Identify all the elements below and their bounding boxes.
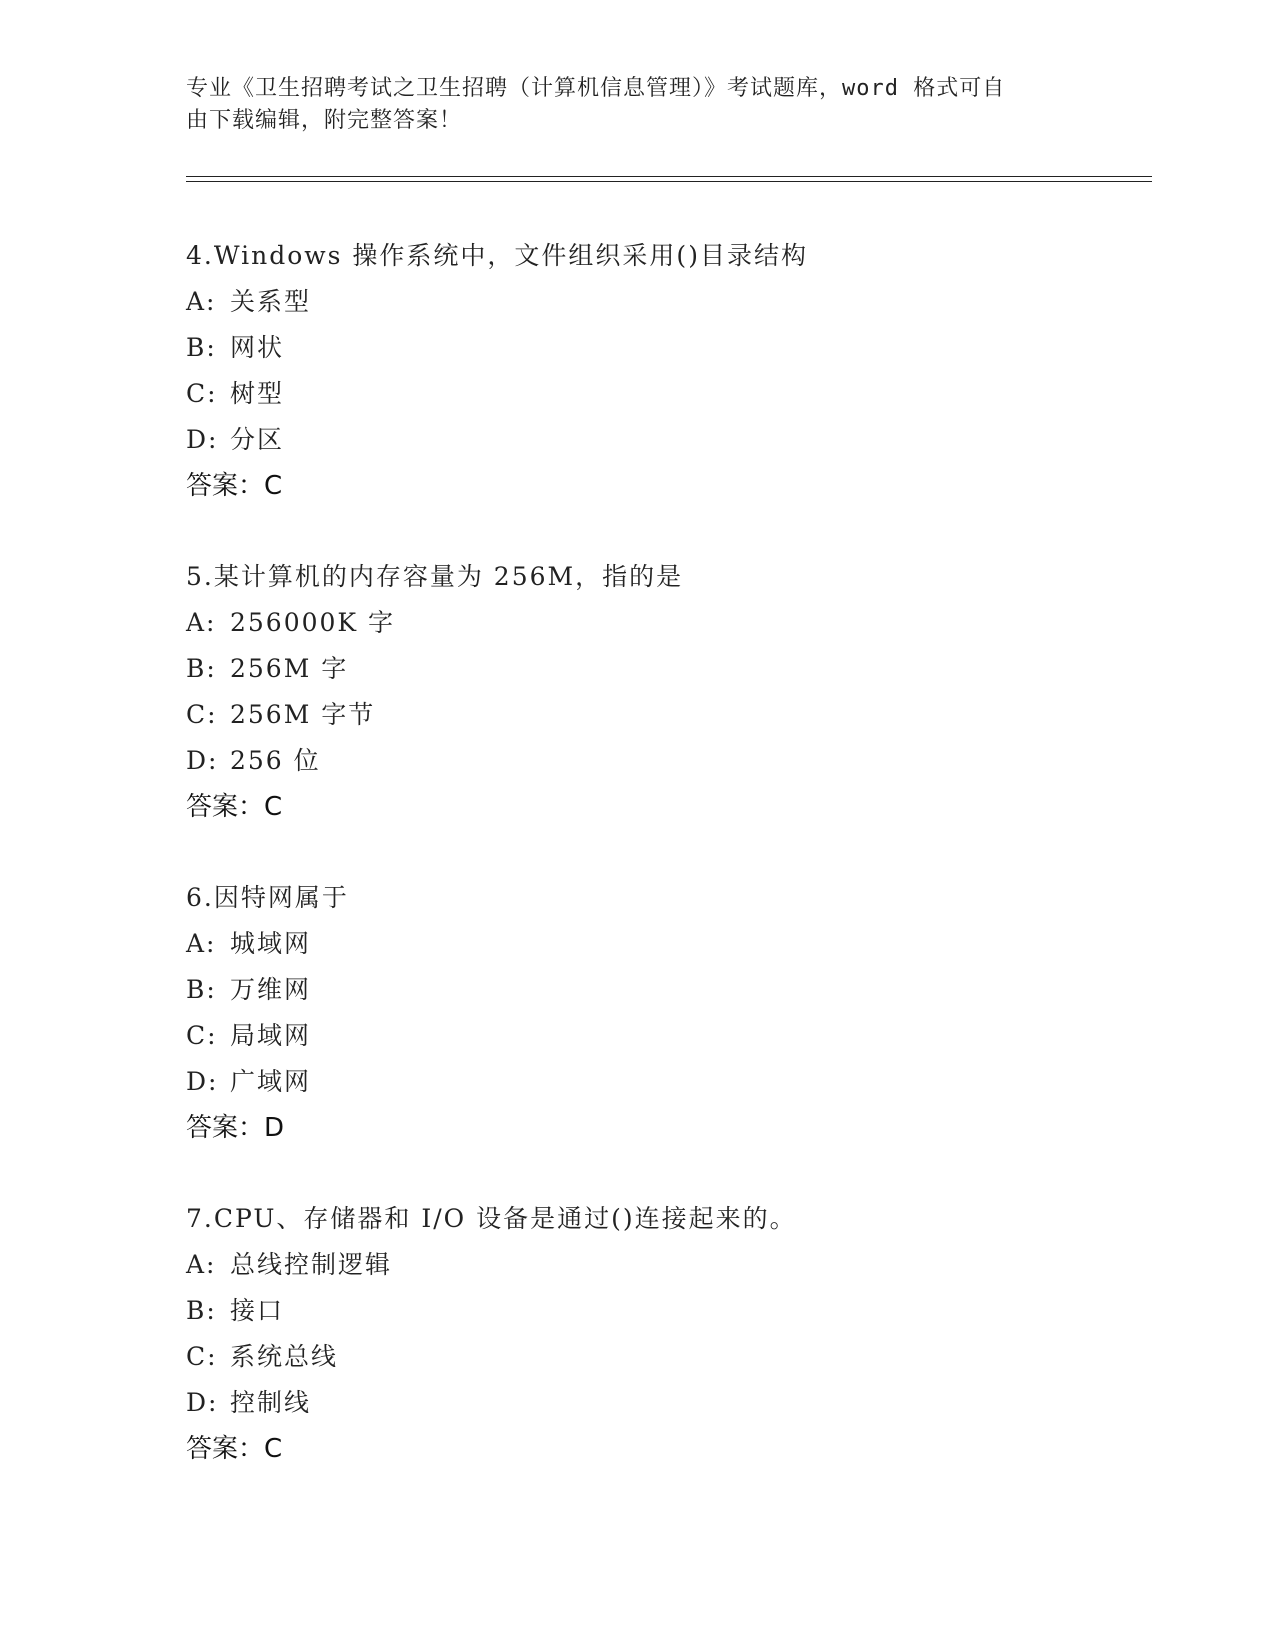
question-stem: 4.Windows 操作系统中，文件组织采用()目录结构 (186, 241, 808, 270)
question-stem: 5.某计算机的内存容量为 256M，指的是 (186, 562, 684, 591)
header-line-1: 专业《卫生招聘考试之卫生招聘（计算机信息管理）》考试题库，word 格式可自 (186, 76, 1006, 101)
option-text: 256000K 字 (230, 608, 396, 637)
question-stem: 7.CPU、存储器和 I/O 设备是通过()连接起来的。 (186, 1204, 797, 1233)
question-7 (186, 1196, 1146, 1472)
option-a (186, 279, 1146, 325)
question-stem: 6.因特网属于 (186, 883, 349, 912)
option-letter: A: (186, 608, 217, 637)
header-line-2: 由下载编辑，附完整答案！ (186, 108, 463, 133)
question-5 (186, 554, 1146, 830)
option-d (186, 417, 1146, 463)
option-letter: D: (186, 425, 219, 454)
option-text: 广域网 (230, 1067, 312, 1096)
option-b (186, 967, 1146, 1013)
option-text: 城域网 (230, 929, 312, 958)
option-letter: B: (186, 654, 217, 683)
header-divider-bottom (186, 181, 1152, 182)
option-d (186, 1059, 1146, 1105)
option-text: 接口 (230, 1296, 285, 1325)
option-text: 控制线 (230, 1388, 312, 1417)
document-header (186, 73, 1066, 137)
answer-line: 答案：D (186, 1113, 285, 1143)
option-d (186, 1380, 1146, 1426)
question-6 (186, 875, 1146, 1151)
option-text: 256 位 (230, 746, 321, 775)
option-a (186, 921, 1146, 967)
option-b (186, 1288, 1146, 1334)
option-letter: C: (186, 1021, 218, 1050)
option-text: 256M 字 (230, 654, 349, 683)
option-d (186, 738, 1146, 784)
option-letter: C: (186, 1342, 218, 1371)
answer-line: 答案：C (186, 792, 283, 822)
option-c (186, 1334, 1146, 1380)
option-letter: D: (186, 1388, 219, 1417)
option-letter: D: (186, 746, 219, 775)
option-letter: D: (186, 1067, 219, 1096)
header-divider-top (186, 176, 1152, 177)
option-letter: B: (186, 1296, 217, 1325)
option-text: 256M 字节 (230, 700, 376, 729)
option-text: 关系型 (230, 287, 312, 316)
question-4 (186, 233, 1146, 509)
option-c (186, 692, 1146, 738)
option-a (186, 1242, 1146, 1288)
option-text: 树型 (230, 379, 285, 408)
option-text: 系统总线 (230, 1342, 339, 1371)
option-text: 网状 (230, 333, 285, 362)
option-c (186, 371, 1146, 417)
option-text: 总线控制逻辑 (230, 1250, 393, 1279)
option-text: 万维网 (230, 975, 312, 1004)
question-list (186, 233, 1146, 1517)
option-letter: C: (186, 700, 218, 729)
option-letter: B: (186, 975, 217, 1004)
option-c (186, 1013, 1146, 1059)
option-letter: A: (186, 929, 217, 958)
option-a (186, 600, 1146, 646)
option-letter: B: (186, 333, 217, 362)
option-letter: A: (186, 287, 217, 316)
option-letter: C: (186, 379, 218, 408)
option-letter: A: (186, 1250, 217, 1279)
option-text: 分区 (230, 425, 285, 454)
answer-line: 答案：C (186, 1434, 283, 1464)
option-b (186, 646, 1146, 692)
answer-line: 答案：C (186, 471, 283, 501)
option-b (186, 325, 1146, 371)
option-text: 局域网 (230, 1021, 312, 1050)
